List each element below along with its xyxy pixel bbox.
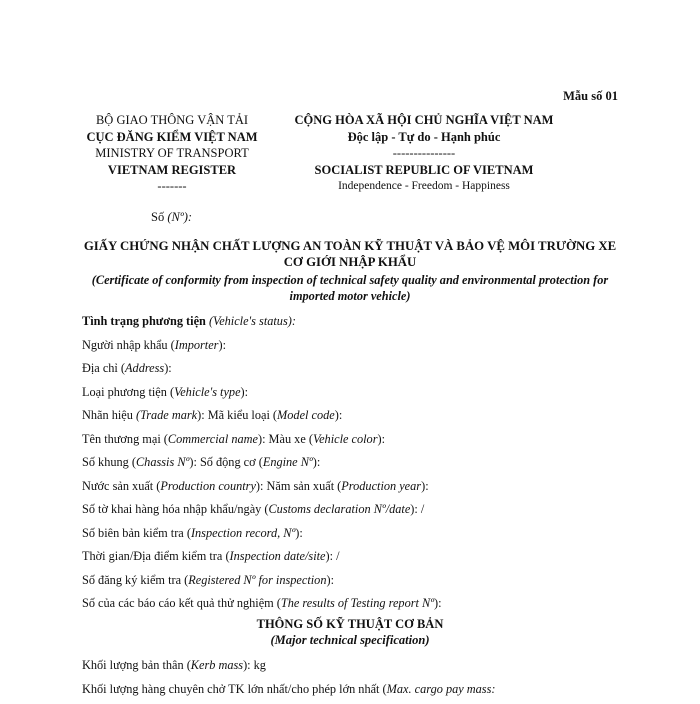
document-title <box>80 238 620 270</box>
form-number: Mẫu số 01 <box>563 89 618 104</box>
field-suffix: ): <box>241 385 249 399</box>
title-en-line-1: (Certificate of conformity from inspection of technical safety quality and environmental protection for <box>80 273 620 289</box>
field-suffix: ): <box>378 432 386 446</box>
header-left-divider: ------- <box>72 178 272 195</box>
field-kerb-mass <box>82 657 682 681</box>
title-line-2: CƠ GIỚI NHẬP KHẨU <box>80 254 620 270</box>
field-chassis-engine <box>82 454 642 478</box>
field-label-en-2: Production year <box>341 479 421 493</box>
field-label-en: Customs declaration Nº/date <box>268 502 410 516</box>
field-suffix: ): / <box>326 549 340 563</box>
field-label: Khối lượng hàng chuyên chở TK lớn nhất/cho phép lớn nhất ( <box>82 682 387 696</box>
field-suffix: ): <box>164 361 172 375</box>
field-suffix: ): kg <box>243 658 266 672</box>
field-label-en-2: Engine Nº <box>263 455 313 469</box>
field-label: Số tờ khai hàng hóa nhập khẩu/ngày ( <box>82 502 268 516</box>
field-label-2: ): Năm sản xuất ( <box>256 479 341 493</box>
field-label-en: Commercial name <box>168 432 258 446</box>
header-left <box>72 112 272 195</box>
field-label-en: Kerb mass <box>191 658 243 672</box>
field-label: Thời gian/Địa điểm kiểm tra ( <box>82 549 230 563</box>
document-title-en <box>80 273 620 304</box>
field-suffix: ): <box>326 573 334 587</box>
field-label: Địa chỉ ( <box>82 361 125 375</box>
field-suffix: ): <box>295 526 303 540</box>
field-label-en: (Vehicle's status): <box>209 314 296 328</box>
field-trademark-model <box>82 407 642 431</box>
field-suffix: ): / <box>410 502 424 516</box>
field-label: Người nhập khẩu ( <box>82 338 175 352</box>
country-name-en: SOCIALIST REPUBLIC OF VIETNAM <box>282 162 566 179</box>
field-suffix: ): <box>421 479 429 493</box>
vehicle-fields <box>82 313 642 619</box>
field-importer <box>82 337 642 361</box>
field-label: Tình trạng phương tiện <box>82 314 209 328</box>
field-suffix: ): <box>335 408 343 422</box>
so-label: Số <box>151 210 167 224</box>
field-label: Nước sản xuất ( <box>82 479 160 493</box>
field-vehicle-status <box>82 313 642 337</box>
ministry-vn: BỘ GIAO THÔNG VẬN TẢI <box>72 112 272 129</box>
field-label-en: Chassis Nº <box>136 455 189 469</box>
field-label-en: The results of Testing report Nº <box>281 596 434 610</box>
title-en-line-2: imported motor vehicle) <box>80 289 620 305</box>
field-label-en: Max. cargo pay mass: <box>387 682 496 696</box>
field-label: Khối lượng bản thân ( <box>82 658 191 672</box>
field-registered-number <box>82 572 642 596</box>
field-label-en: Importer <box>175 338 219 352</box>
motto-vn: Độc lập - Tự do - Hạnh phúc <box>282 129 566 146</box>
field-label: Số của các báo cáo kết quả thử nghiệm ( <box>82 596 281 610</box>
country-name-vn: CỘNG HÒA XÃ HỘI CHỦ NGHĨA VIỆT NAM <box>282 112 566 129</box>
field-inspection-date-site <box>82 548 642 572</box>
section-title: THÔNG SỐ KỸ THUẬT CƠ BẢN <box>80 616 620 632</box>
title-line-1: GIẤY CHỨNG NHẬN CHẤT LƯỢNG AN TOÀN KỸ THUẬT VÀ BẢO VỆ MÔI TRƯỜNG XE <box>80 238 620 254</box>
field-label-2: ): Màu xe ( <box>258 432 313 446</box>
field-label-en-2: Model code <box>277 408 335 422</box>
field-label-en: Address <box>125 361 164 375</box>
ministry-en: MINISTRY OF TRANSPORT <box>72 145 272 162</box>
field-customs-declaration <box>82 501 642 525</box>
field-label: Tên thương mại ( <box>82 432 168 446</box>
field-country-year <box>82 478 642 502</box>
field-label: Nhãn hiệu <box>82 408 136 422</box>
field-label-2: ): Số động cơ ( <box>189 455 262 469</box>
field-label-en: Production country <box>160 479 256 493</box>
field-label: Số khung ( <box>82 455 136 469</box>
certificate-number <box>151 210 192 225</box>
section-technical-spec <box>80 616 620 648</box>
field-inspection-record <box>82 525 642 549</box>
register-vn: CỤC ĐĂNG KIỂM VIỆT NAM <box>72 129 272 146</box>
field-suffix: ): <box>434 596 442 610</box>
field-cargo-mass <box>82 681 682 704</box>
field-label: Số đăng ký kiểm tra ( <box>82 573 188 587</box>
field-label: Số biên bản kiểm tra ( <box>82 526 191 540</box>
field-testing-reports <box>82 595 642 619</box>
field-vehicle-type <box>82 384 642 408</box>
field-suffix: ): <box>218 338 226 352</box>
field-label-en: Inspection date/site <box>230 549 326 563</box>
spec-fields <box>82 657 682 704</box>
section-title-en: (Major technical specification) <box>270 633 429 647</box>
field-commercial-color <box>82 431 642 455</box>
header-right <box>282 112 566 195</box>
register-en: VIETNAM REGISTER <box>72 162 272 179</box>
field-label-en: (Trade mark <box>136 408 197 422</box>
field-suffix: ): <box>313 455 321 469</box>
so-label-en: (Nº): <box>167 210 192 224</box>
field-address <box>82 360 642 384</box>
field-label-en: Vehicle's type <box>174 385 240 399</box>
field-label-en: Registered Nº for inspection <box>188 573 326 587</box>
field-label-en-2: Vehicle color <box>313 432 378 446</box>
field-label-en: Inspection record, Nº <box>191 526 295 540</box>
header-right-divider: --------------- <box>282 145 566 162</box>
field-label-2: ): Mã kiểu loại ( <box>197 408 277 422</box>
field-label: Loại phương tiện ( <box>82 385 174 399</box>
motto-en: Independence - Freedom - Happiness <box>282 178 566 195</box>
